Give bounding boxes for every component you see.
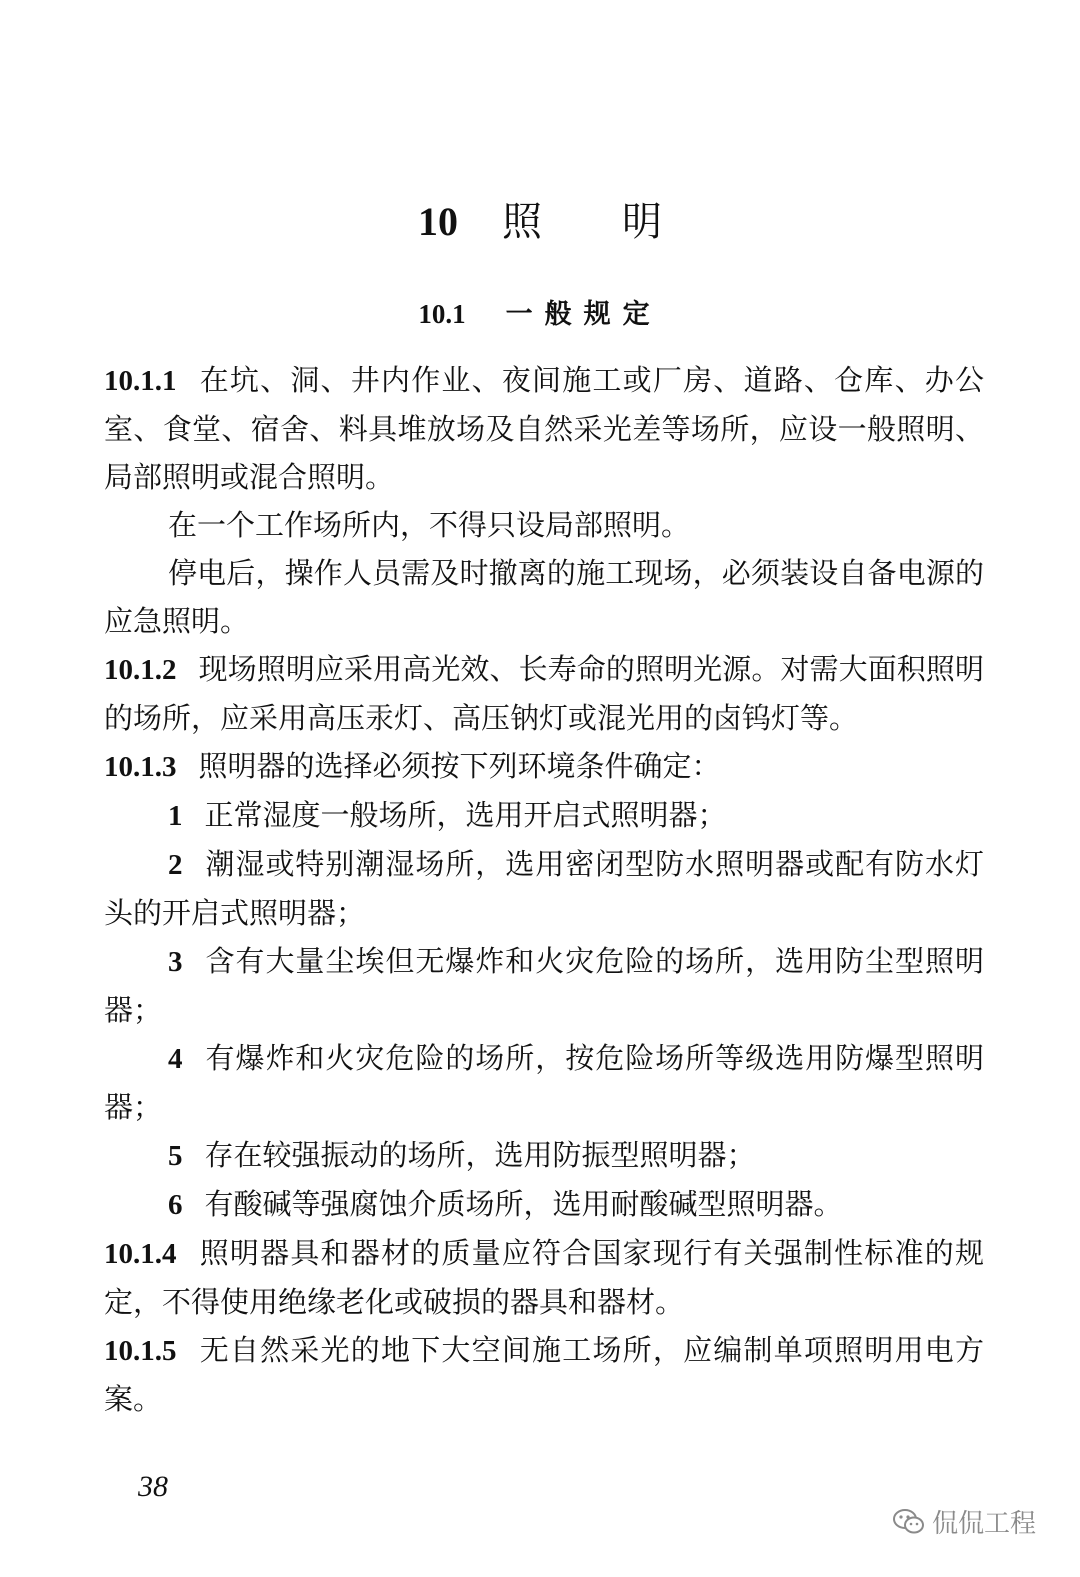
list-item [104,791,984,840]
list-item-number: 2 [168,849,183,881]
clause-number: 10.1.3 [104,751,177,783]
list-item [104,937,984,1034]
clause-10-1-1-paragraph-2: 在一个工作场所内，不得只设局部照明。 [168,508,691,542]
document-body [104,356,984,1423]
clause-text: 照明器的选择必须按下列环境条件确定： [198,749,721,783]
list-item [104,1034,984,1131]
clause-10-1-5 [104,1326,984,1423]
list-item-text: 有爆炸和火灾危险的场所，按危险场所等级选用防爆型照明器； [104,1041,984,1124]
section-number: 10.1 [418,299,466,329]
chapter-title-char-2: 明 [622,199,662,245]
list-item-number: 5 [168,1140,183,1172]
clause-number: 10.1.5 [104,1335,177,1367]
list-item [104,1180,984,1229]
watermark-text: 侃侃工程 [931,1509,1036,1539]
clause-text: 照明器具和器材的质量应符合国家现行有关强制性标准的规定，不得使用绝缘老化或破损的器具和器材。 [104,1236,984,1319]
clause-10-1-4 [104,1229,984,1326]
list-item-text: 潮湿或特别潮湿场所，选用密闭型防水照明器或配有防水灯头的开启式照明器； [104,847,984,930]
list-item [104,1131,984,1180]
clause-10-1-1 [104,356,984,501]
list-item-number: 6 [168,1189,183,1221]
page-number: 38 [138,1470,168,1503]
list-item-text: 有酸碱等强腐蚀介质场所，选用耐酸碱型照明器。 [204,1187,843,1221]
clause-text: 无自然采光的地下大空间施工场所，应编制单项照明用电方案。 [104,1333,984,1416]
clause-10-1-1-paragraph-3: 停电后，操作人员需及时撤离的施工现场，必须装设自备电源的应急照明。 [104,556,984,638]
clause-text: 在坑、洞、井内作业、夜间施工或厂房、道路、仓库、办公室、食堂、宿舍、料具堆放场及自然采光差等场所，应设一般照明、局部照明或混合照明。 [104,363,984,494]
chapter-title-char-1: 照 [502,199,542,245]
clause-text: 现场照明应采用高光效、长寿命的照明光源。对需大面积照明的场所，应采用高压汞灯、高压钠灯或混光用的卤钨灯等。 [104,652,984,735]
list-item-number: 4 [168,1043,183,1075]
list-item-text: 正常湿度一般场所，选用开启式照明器； [204,798,727,832]
clause-10-1-2 [104,645,984,742]
list-item-text: 含有大量尘埃但无爆炸和火灾危险的场所，选用防尘型照明器； [104,944,984,1027]
section-title-text: 一般规定 [505,299,662,330]
wechat-icon [892,1507,926,1537]
clause-10-1-3 [104,742,984,791]
list-item-number: 3 [168,946,183,978]
clause-number: 10.1.4 [104,1238,177,1270]
list-item-text: 存在较强振动的场所，选用防振型照明器； [204,1138,756,1172]
watermark [892,1503,1036,1540]
chapter-number: 10 [418,199,458,244]
section-title [0,292,1080,331]
list-item-number: 1 [168,800,183,832]
chapter-title [0,190,1080,247]
clause-number: 10.1.2 [104,654,177,686]
list-item [104,840,984,937]
clause-number: 10.1.1 [104,365,177,397]
